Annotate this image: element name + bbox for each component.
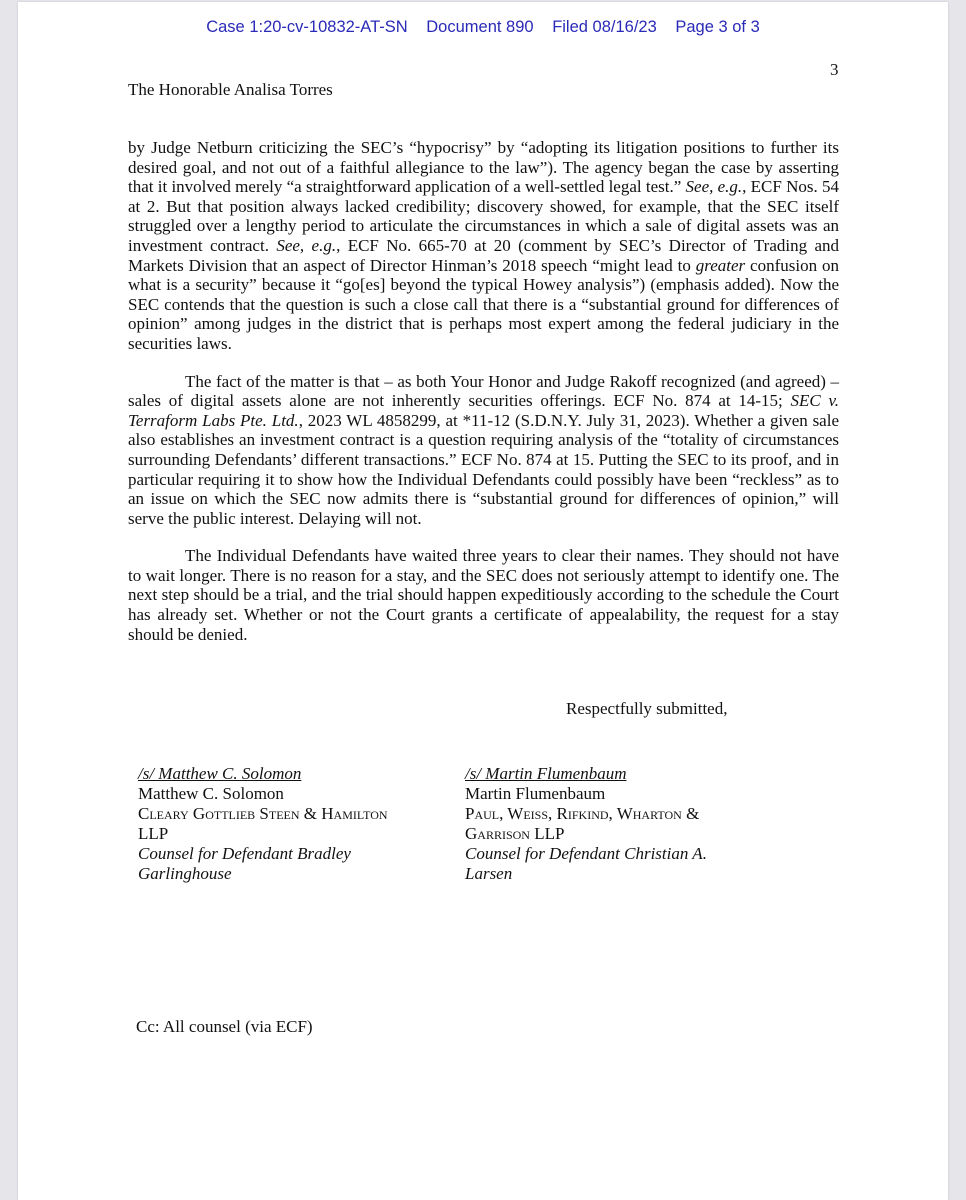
e-signature: /s/ Martin Flumenbaum <box>465 764 627 783</box>
paragraph-text: by Judge Netburn criticizing the SEC’s “hypocrisy” by “adopting its litigation positions to further its desired goal, and not out of a faithful allegiance to the law”). The agency began the case by asserting that it involved merely “a straightforward application of a well-settled legal test.” <box>128 138 839 197</box>
signer-name: Matthew C. Solomon <box>138 784 284 803</box>
addressee: The Honorable Analisa Torres <box>128 80 333 99</box>
body-paragraph <box>128 372 839 529</box>
firm-name-line1: Paul, Weiss, Rifkind, Wharton & <box>465 804 700 823</box>
firm-name-line1: Cleary Gottlieb Steen & Hamilton <box>138 804 388 823</box>
cc-line: Cc: All counsel (via ECF) <box>136 1017 313 1036</box>
page-indicator: Page 3 of 3 <box>675 18 760 36</box>
signature-block-flumenbaum <box>465 764 785 884</box>
paragraph-text: The fact of the matter is that – as both Your Honor and Judge Rakoff recognized (and agreed) – sales of digital assets alone are not inherently securities offerings. ECF No. 874 at 14-15; <box>128 371 839 411</box>
counsel-role-line1: Counsel for Defendant Bradley <box>138 844 351 863</box>
italic-citation: SEC v. Terraform Labs Pte. Ltd. <box>128 391 839 430</box>
page-number: 3 <box>830 60 839 79</box>
paragraph-text: , ECF No. 665-70 at 20 (comment by SEC’s Director of Trading and Markets Division that an aspect of Director Hinman’s 2018 speech “might lead to <box>128 235 840 275</box>
signature-block-solomon <box>138 764 458 884</box>
italic-citation: See, e.g. <box>685 177 743 197</box>
italic-citation: See, e.g. <box>276 235 337 255</box>
paragraph-text: , ECF Nos. 54 at 2. But that position always lacked credibility; discovery showed, for example, that the SEC itself struggled over a lengthy period to articulate the circumstances in which a sale of digital assets was an investment contract. <box>128 177 839 255</box>
italic-citation: greater <box>695 255 746 275</box>
firm-name-line2: LLP <box>138 824 169 843</box>
closing: Respectfully submitted, <box>566 699 728 718</box>
paragraph-text: The Individual Defendants have waited three years to clear their names. They should not have to wait longer. There is no reason for a stay, and the SEC does not seriously attempt to identify one. The next step should be a trial, and the trial should happen expeditiously according to the schedule the Court has already set. Whether or not the Court grants a certificate of appealability, the request for a stay should be denied. <box>128 546 839 644</box>
counsel-role-line2: Larsen <box>465 864 513 883</box>
firm-name-line2: Garrison LLP <box>465 824 565 843</box>
e-signature: /s/ Matthew C. Solomon <box>138 764 302 783</box>
document-number: Document 890 <box>426 18 534 36</box>
body-paragraph <box>128 138 839 354</box>
counsel-role-line1: Counsel for Defendant Christian A. <box>465 844 707 863</box>
ecf-filing-header <box>18 18 948 37</box>
body-paragraph <box>128 546 839 644</box>
paragraph-text: , 2023 WL 4858299, at *11-12 (S.D.N.Y. July 31, 2023). Whether a given sale also establishes an investment contract is a question requiring analysis of the “totality of circumstances surrounding Defendants’ different transactions.” ECF No. 874 at 15. Putting the SEC to its proof, and in particular requiring it to show how the Individual Defendants could possibly have been “reckless” as to an issue on which the SEC now admits there is “substantial ground for differences of opinion,” will serve the public interest. Delaying will not. <box>128 410 839 528</box>
case-number: Case 1:20-cv-10832-AT-SN <box>206 18 408 36</box>
letter-body <box>128 138 839 662</box>
counsel-role-line2: Garlinghouse <box>138 864 232 883</box>
signer-name: Martin Flumenbaum <box>465 784 606 803</box>
paragraph-text: confusion on what is a security” because it “go[es] beyond the typical Howey analysis”) (emphasis added). Now the SEC contends that the question is such a close call that there is a “substantial ground for differences of opinion” among judges in the district that is perhaps most expert among the federal judiciary in the securities laws. <box>128 255 839 353</box>
document-page <box>18 2 948 1200</box>
filed-date: Filed 08/16/23 <box>552 18 657 36</box>
